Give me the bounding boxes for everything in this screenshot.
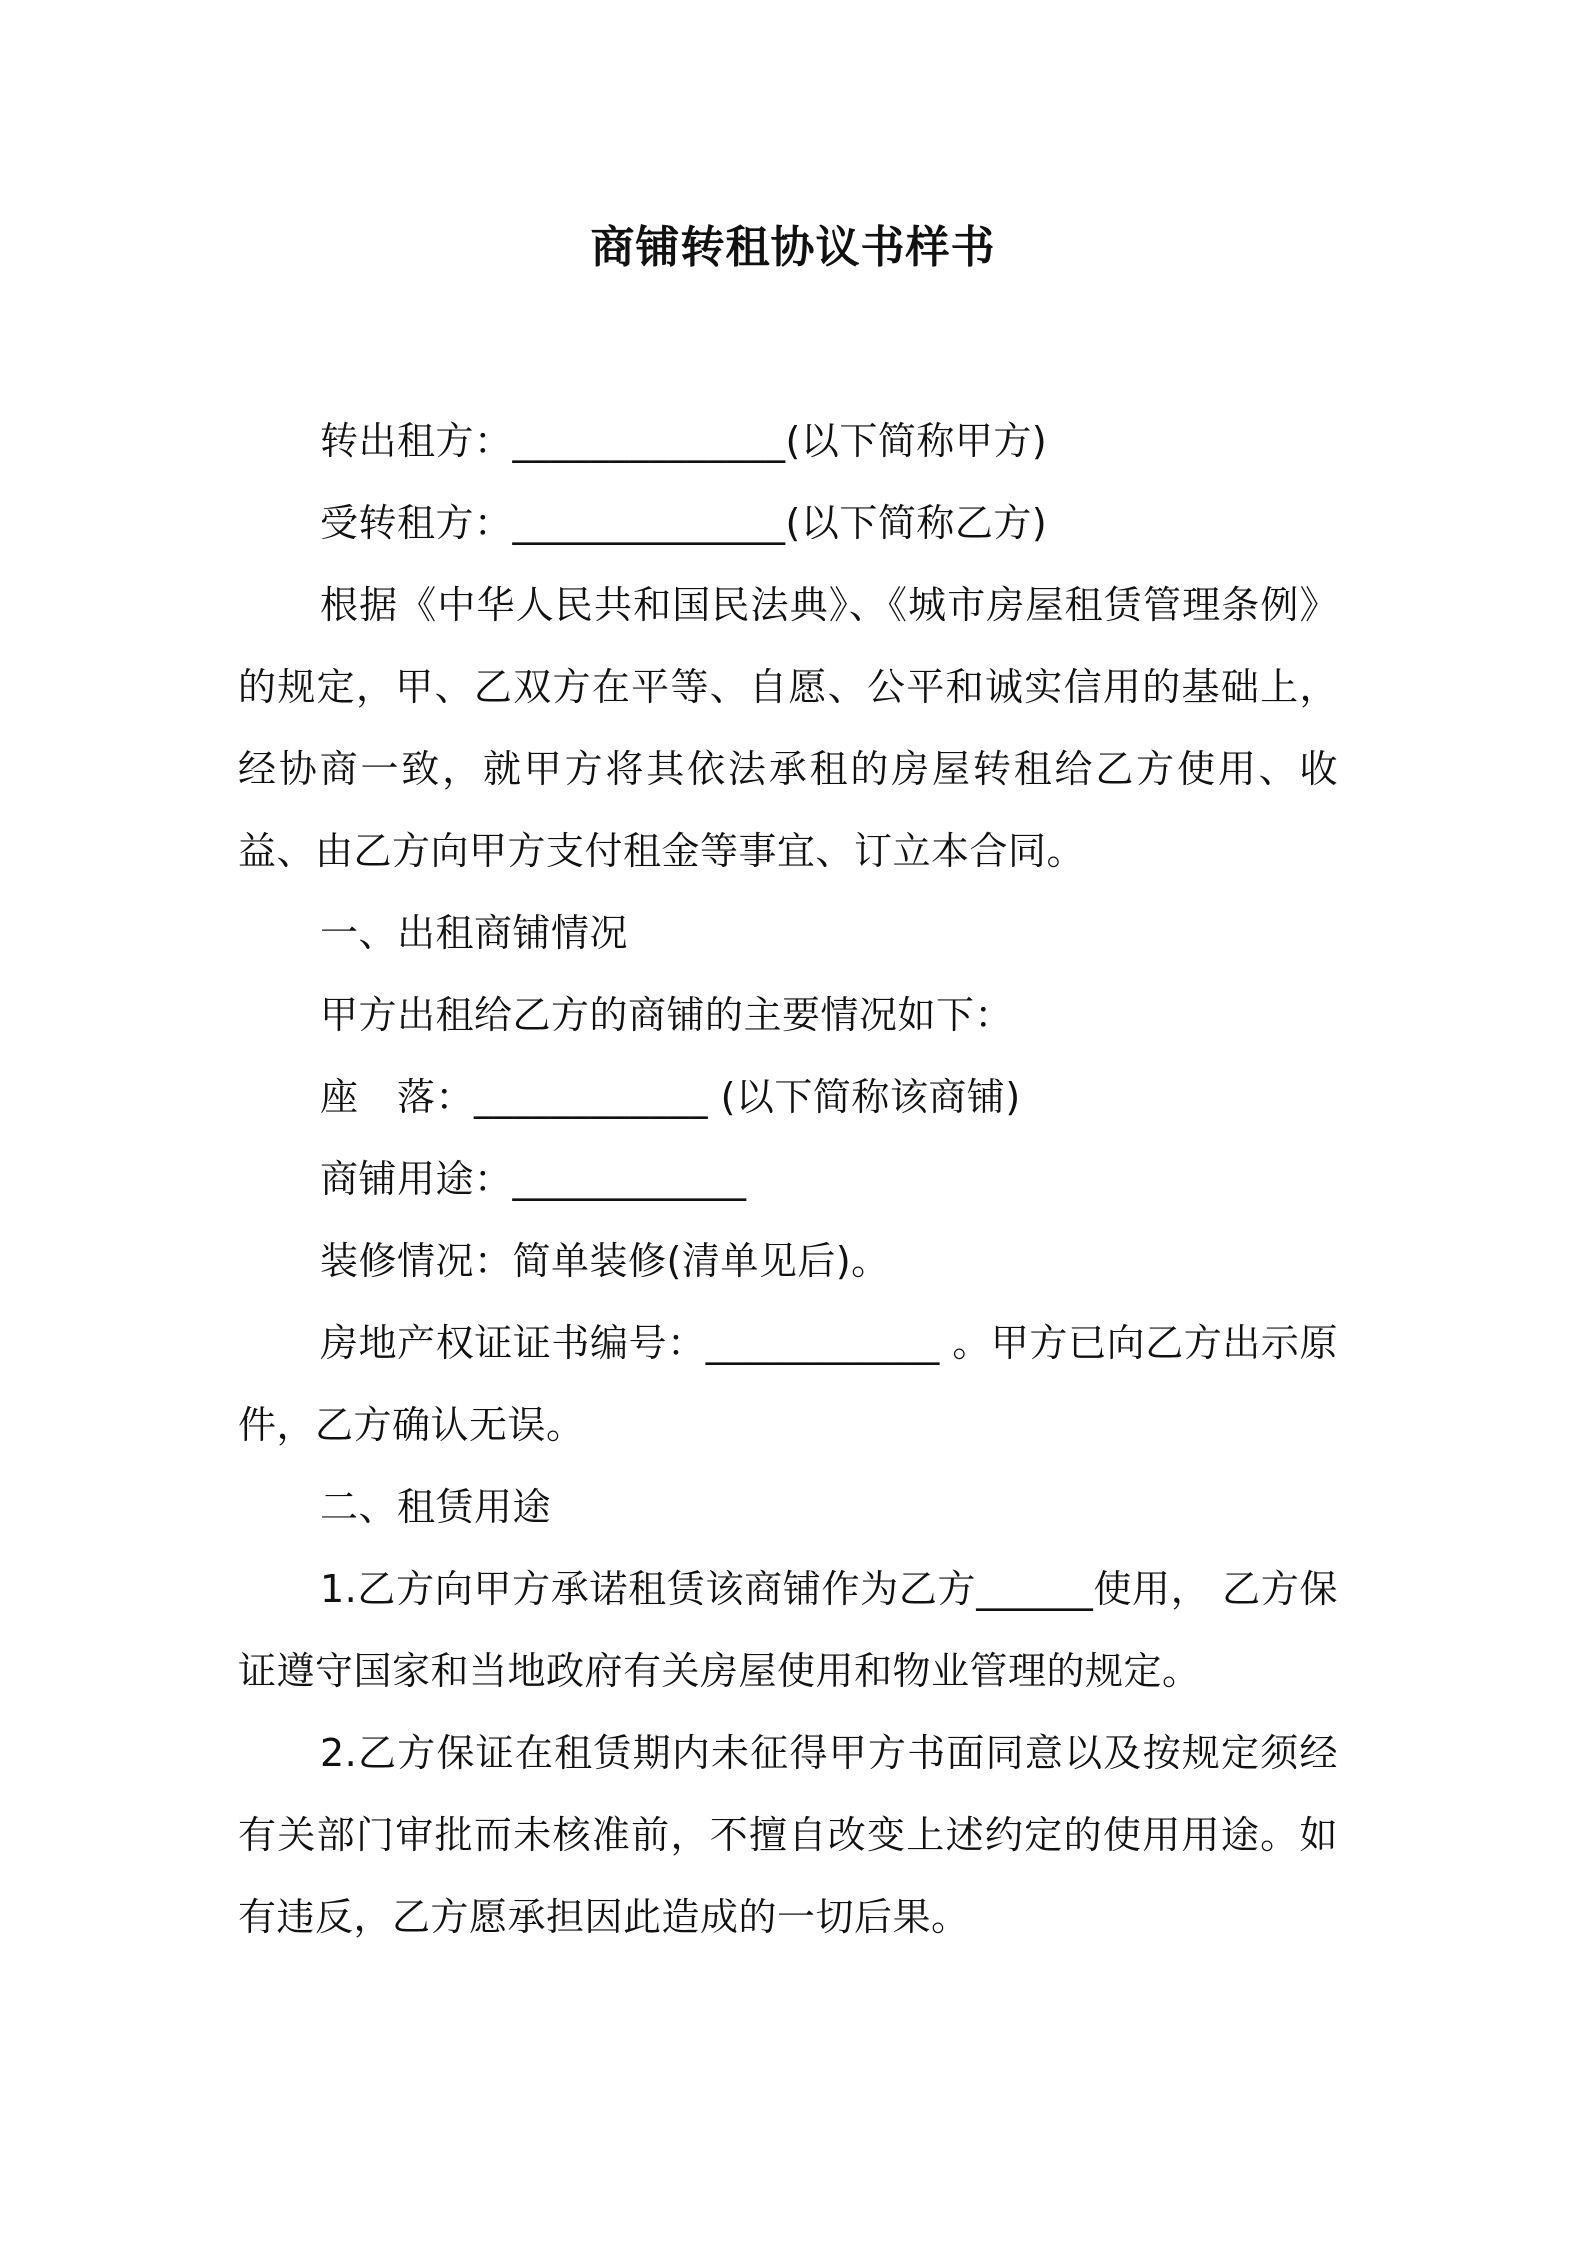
section-heading-1: 一、出租商铺情况: [320, 911, 629, 955]
paragraph-preamble: 根据《中华人民共和国民法典》、《城市房屋租赁管理条例》的规定，甲、乙双方在平等、自愿、公平和诚实信用的基础上，经协商一致，就甲方将其依法承租的房屋转租给乙方使用、收益、由乙方向甲方支付租金等事宜、订立本合同。: [238, 583, 1338, 873]
paragraph-clause-2: 2.乙方保证在租赁期内未征得甲方书面同意以及按规定须经有关部门审批而未核准前，不擅自改变上述约定的使用用途。如有违反，乙方愿承担因此造成的一切后果。: [238, 1731, 1338, 1939]
paragraph-sublessee: 受转租方：______________(以下简称乙方): [320, 501, 1048, 545]
document-body: [238, 400, 1338, 1958]
paragraph-decoration: 装修情况：简单装修(清单见后)。: [320, 1239, 890, 1283]
section-heading-2: 二、租赁用途: [320, 1485, 552, 1529]
paragraph-clause-1: 1.乙方向甲方承诺租赁该商铺作为乙方______使用， 乙方保证遵守国家和当地政府有关房屋使用和物业管理的规定。: [238, 1567, 1338, 1693]
paragraph-shop-intro: 甲方出租给乙方的商铺的主要情况如下：: [320, 993, 1014, 1037]
document-title: 商铺转租协议书样书: [590, 222, 996, 273]
paragraph-shop-use: 商铺用途：____________: [320, 1157, 747, 1201]
paragraph-location: 座 落：____________ (以下简称该商铺): [320, 1075, 1021, 1119]
paragraph-certificate: 房地产权证证书编号：____________ 。甲方已向乙方出示原件，乙方确认无误。: [238, 1321, 1338, 1447]
paragraph-sublessor: 转出租方：______________(以下简称甲方): [320, 419, 1048, 463]
